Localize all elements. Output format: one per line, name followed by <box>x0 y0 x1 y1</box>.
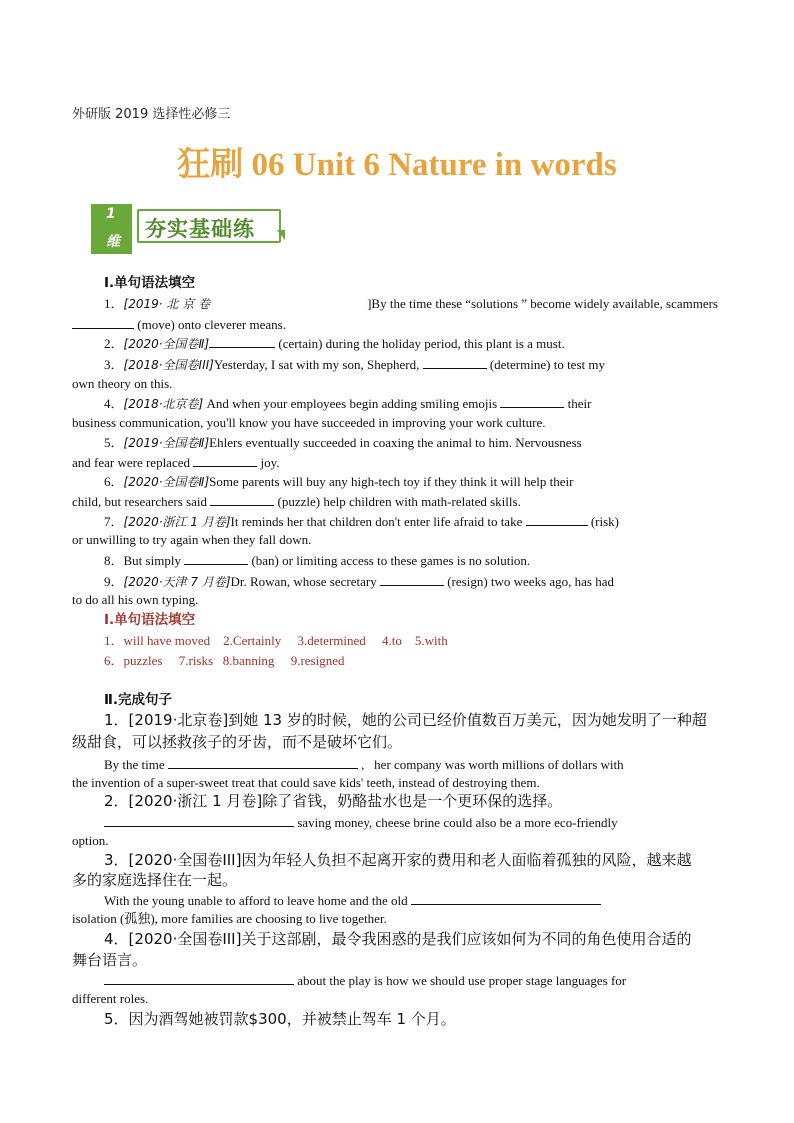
p3-chinese-line2: 多的家庭选择住在一起。 <box>72 871 238 889</box>
q1-line1 <box>72 296 718 312</box>
p1-line1: By the time , her company was worth millions of dollars with <box>104 757 624 772</box>
q3-line1 <box>104 356 605 373</box>
q1-number: 1． <box>104 296 124 311</box>
q9-line1 <box>104 573 614 590</box>
q8-text-b: (ban) or limiting access to these games is no solution. <box>251 553 531 568</box>
q7-source: [2020·浙江 1 月卷] <box>123 515 231 529</box>
answer-3: 3.determined <box>297 633 366 648</box>
page-title: 狂刷 06 Unit 6 Nature in words <box>177 147 617 183</box>
answer-8: 8.banning <box>222 653 275 668</box>
p5-chinese: 5．因为酒驾她被罚款$300，并被禁止驾车 1 个月。 <box>104 1010 456 1028</box>
answers-row2 <box>104 653 344 669</box>
p1-blank[interactable] <box>168 756 358 769</box>
section2-heading: Ⅱ.完成句子 <box>104 692 173 708</box>
q6-source: [2020·全国卷Ⅱ] <box>123 475 210 489</box>
answers-row1 <box>104 633 448 649</box>
p4-chinese-line2: 舞台语言。 <box>72 951 148 969</box>
q4-number: 4． <box>104 396 124 411</box>
p2-text-a: saving money, cheese brine could also be a more eco-friendly <box>297 815 618 830</box>
q7-blank[interactable] <box>526 513 588 526</box>
q5-text-a: Ehlers eventually succeeded in coaxing the animal to him. Nervousness <box>209 435 582 450</box>
p3-line1 <box>104 892 601 909</box>
q7-line2: or unwilling to try again when they fall down. <box>72 532 312 547</box>
q2-text: (certain) during the holiday period, this plant is a must. <box>278 336 565 351</box>
q6-line1 <box>104 474 573 490</box>
q2-number: 2． <box>104 336 124 351</box>
q4-line1 <box>104 395 591 412</box>
answers-heading: Ⅰ.单句语法填空 <box>104 612 196 628</box>
q7-line1 <box>104 513 619 530</box>
q6-line2 <box>72 493 521 510</box>
q1-source: [2019· 北 京 卷 <box>123 297 210 311</box>
q6-text-b: child, but researchers said <box>72 494 208 509</box>
section-badge <box>91 204 285 254</box>
q7-text-a: It reminds her that children don't enter life afraid to take <box>230 514 523 529</box>
q9-text-b: (resign) two weeks ago, has had <box>447 574 615 589</box>
p3-chinese-line1: 3．[2020·全国卷III]因为年轻人负担不起离开家的费用和老人面临着孤独的风险，越来越 <box>104 851 692 869</box>
q2-line <box>104 335 565 352</box>
answer-1: 1．will have moved <box>104 633 211 648</box>
q3-line2: own theory on this. <box>72 376 173 391</box>
q1-blank[interactable] <box>72 316 134 329</box>
p2-line1 <box>104 814 618 831</box>
p4-text-a: about the play is how we should use proper stage languages for <box>297 973 627 988</box>
q4-source: [2018·北京卷] <box>123 397 204 411</box>
q4-text-b: their <box>567 396 592 411</box>
q6-text-a: Some parents will buy any high-tech toy if they think it will help their <box>209 474 574 489</box>
q3-source: [2018·全国卷III] <box>123 358 214 372</box>
q3-number: 3． <box>104 357 124 372</box>
q5-line2 <box>72 454 280 471</box>
p2-blank[interactable] <box>104 814 294 827</box>
q5-text-b: and fear were replaced <box>72 455 190 470</box>
p2-line2: option. <box>72 833 109 848</box>
badge-corner-decoration <box>277 230 285 240</box>
q8-line <box>104 552 530 569</box>
p3-blank[interactable] <box>411 892 601 905</box>
p1-line2: the invention of a super-sweet treat that could save kids' teeth, instead of destroying them. <box>72 775 540 790</box>
q6-text-c: (puzzle) help children with math-related skills. <box>277 494 521 509</box>
p1-chinese-line2: 级甜食，可以拯救孩子的牙齿，而不是破坏它们。 <box>72 733 403 751</box>
section1-heading: Ⅰ.单句语法填空 <box>104 275 196 291</box>
badge-label: 夯实基础练 <box>145 217 255 241</box>
p4-chinese-line1: 4．[2020·全国卷III]关于这部剧，最令我困惑的是我们应该如何为不同的角色使用合适的 <box>104 930 692 948</box>
q3-blank[interactable] <box>423 356 487 369</box>
q4-blank[interactable] <box>500 395 564 408</box>
answer-4: 4.to <box>382 633 402 648</box>
q9-source: [2020·天津 7 月卷] <box>123 575 231 589</box>
answer-2: 2.Certainly <box>223 633 282 648</box>
answer-9: 9.resigned <box>290 653 345 668</box>
p4-line1 <box>104 972 626 989</box>
answer-5: 5.with <box>414 633 448 648</box>
p3-text-a: With the young unable to afford to leave home and the old <box>104 893 408 908</box>
q6-number: 6． <box>104 474 124 489</box>
q4-line2: business communication, you'll know you have succeeded in improving your work culture. <box>72 415 546 430</box>
q4-text-a: And when your employees begin adding smiling emojis <box>206 396 498 411</box>
p3-line2: isolation (孤独), more families are choosing to live together. <box>72 911 387 926</box>
q6-blank[interactable] <box>210 493 274 506</box>
q5-text-c: joy. <box>260 455 280 470</box>
q2-blank[interactable] <box>209 335 275 348</box>
p2-chinese: 2．[2020·浙江 1 月卷]除了省钱，奶酪盐水也是一个更环保的选择。 <box>104 792 563 810</box>
q9-number: 9． <box>104 574 124 589</box>
q7-text-b: (risk) <box>590 514 620 529</box>
badge-unit: 维 <box>106 234 120 250</box>
header-tag: 外研版 2019 选择性必修三 <box>72 107 231 122</box>
q5-blank[interactable] <box>193 454 257 467</box>
badge-number: 1 <box>106 206 116 222</box>
q1-text-a: ]By the time these “solutions ” become widely available, scammers <box>367 296 718 311</box>
p4-line2: different roles. <box>72 991 149 1006</box>
answer-6: 6．puzzles <box>104 653 163 668</box>
answer-7: 7.risks <box>178 653 214 668</box>
q9-line2: to do all his own typing. <box>72 592 199 607</box>
q1-text-b: (move) onto cleverer means. <box>137 317 286 332</box>
q9-blank[interactable] <box>380 573 444 586</box>
p1-chinese-line1: 1．[2019·北京卷]到她 13 岁的时候，她的公司已经价值数百万美元，因为她发明了一种超 <box>104 711 707 729</box>
q5-line1 <box>104 435 582 451</box>
q9-text-a: Dr. Rowan, whose secretary <box>230 574 377 589</box>
badge-label-box <box>137 209 281 243</box>
q3-text-b: (determine) to test my <box>489 357 605 372</box>
q8-blank[interactable] <box>184 552 248 565</box>
q8-text-a: But simply <box>123 553 181 568</box>
q1-line2 <box>72 316 286 333</box>
q5-source: [2019·全国卷Ⅱ] <box>123 436 210 450</box>
q3-text-a: Yesterday, I sat with my son, Shepherd, <box>213 357 420 372</box>
p1-text-a: By the time <box>104 757 165 772</box>
q7-number: 7． <box>104 514 124 529</box>
p1-text-b: her company was worth millions of dollars with <box>374 757 624 772</box>
badge-number-box <box>91 204 132 254</box>
p4-blank[interactable] <box>104 972 294 985</box>
q8-number: 8． <box>104 553 124 568</box>
q5-number: 5． <box>104 435 124 450</box>
q2-source: [2020·全国卷Ⅱ] <box>123 337 210 351</box>
